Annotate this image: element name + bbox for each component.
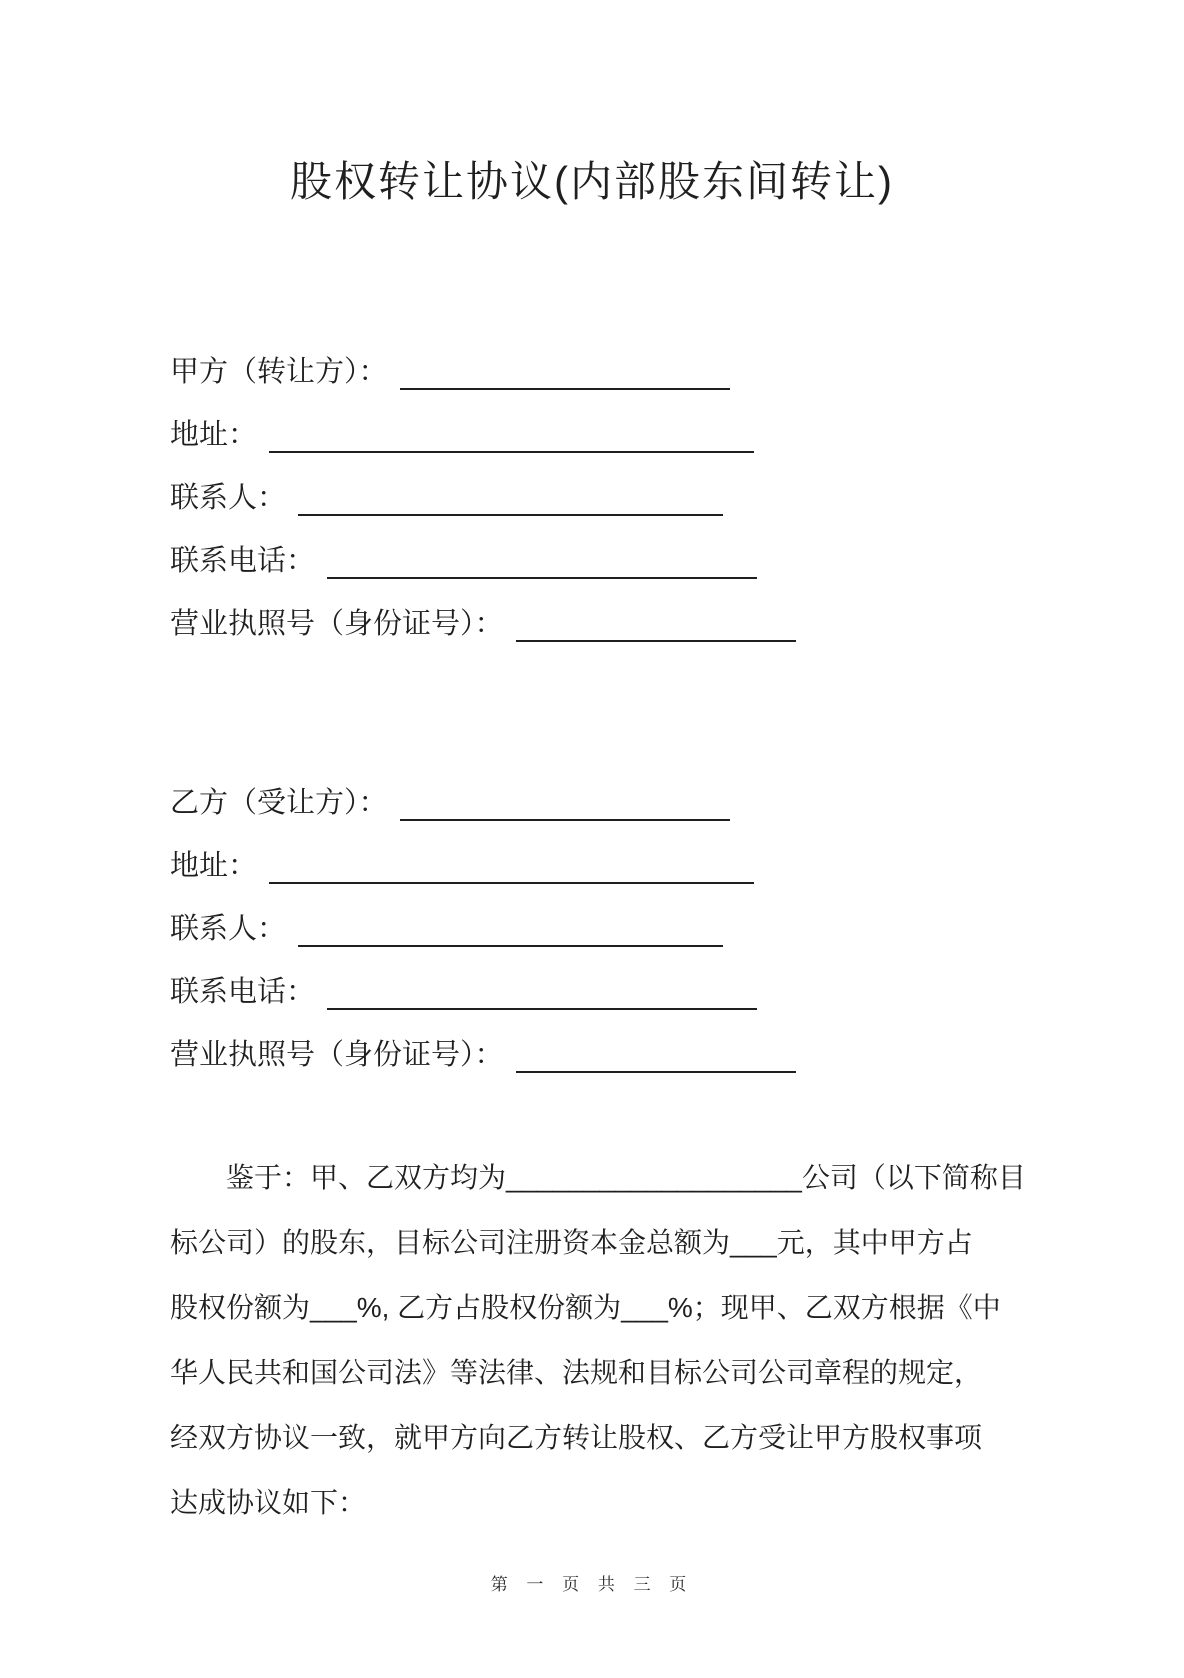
party-a-name-label: 甲方（转让方）： bbox=[170, 355, 388, 388]
party-b-contact-blank-line bbox=[298, 937, 723, 947]
recital-line: 华人民共和国公司法》等法律、法规和目标公司公司章程的规定， bbox=[170, 1356, 983, 1388]
party-a-address-label: 地址： bbox=[170, 418, 258, 451]
party-b-phone-label: 联系电话： bbox=[170, 975, 316, 1008]
party-a-phone-label: 联系电话： bbox=[170, 544, 316, 577]
recital-line: 股权份额为___%, 乙方占股权份额为___%；现甲、乙双方根据《中 bbox=[170, 1291, 1001, 1323]
party-b-name-label: 乙方（受让方）： bbox=[170, 786, 388, 819]
field-row-party-b-contact bbox=[170, 900, 1184, 947]
field-row-party-a-contact bbox=[170, 469, 1184, 516]
party-b-address-blank-line bbox=[269, 874, 754, 884]
field-row-party-b-license bbox=[170, 1026, 1184, 1073]
party-a-contact-blank-line bbox=[298, 506, 723, 516]
field-row-party-b-address bbox=[170, 837, 1184, 884]
document-title: 股权转让协议(内部股东间转让) bbox=[290, 158, 894, 205]
party-b-contact-label: 联系人： bbox=[170, 912, 287, 945]
field-row-party-a-address bbox=[170, 406, 1184, 453]
page-number-footer: 第 一 页 共 三 页 bbox=[490, 1575, 694, 1594]
party-b-section bbox=[170, 774, 1184, 1073]
party-b-address-label: 地址： bbox=[170, 849, 258, 882]
party-a-contact-label: 联系人： bbox=[170, 481, 287, 514]
party-b-license-label: 营业执照号（身份证号）： bbox=[170, 1038, 504, 1071]
field-row-party-a-name bbox=[170, 343, 1184, 390]
party-b-license-blank-line bbox=[516, 1063, 796, 1073]
party-b-phone-blank-line bbox=[327, 1000, 757, 1010]
recital-line: 标公司）的股东，目标公司注册资本金总额为___元，其中甲方占 bbox=[170, 1226, 973, 1258]
party-a-license-label: 营业执照号（身份证号）： bbox=[170, 607, 504, 640]
recital-line: 达成协议如下： bbox=[170, 1486, 367, 1518]
field-row-party-a-phone bbox=[170, 532, 1184, 579]
field-row-party-b-phone bbox=[170, 963, 1184, 1010]
party-a-phone-blank-line bbox=[327, 569, 757, 579]
recital-line: 鉴于：甲、乙双方均为___________________公司（以下简称目 bbox=[226, 1161, 1026, 1193]
recital-line: 经双方协议一致，就甲方向乙方转让股权、乙方受让甲方股权事项 bbox=[170, 1421, 983, 1453]
field-row-party-a-license bbox=[170, 595, 1184, 642]
party-a-license-blank-line bbox=[516, 632, 796, 642]
party-a-address-blank-line bbox=[269, 443, 754, 453]
field-row-party-b-name bbox=[170, 774, 1184, 821]
recital-paragraph bbox=[170, 1145, 1026, 1535]
party-b-name-blank-line bbox=[400, 811, 730, 821]
party-a-name-blank-line bbox=[400, 380, 730, 390]
party-a-section bbox=[170, 343, 1184, 642]
